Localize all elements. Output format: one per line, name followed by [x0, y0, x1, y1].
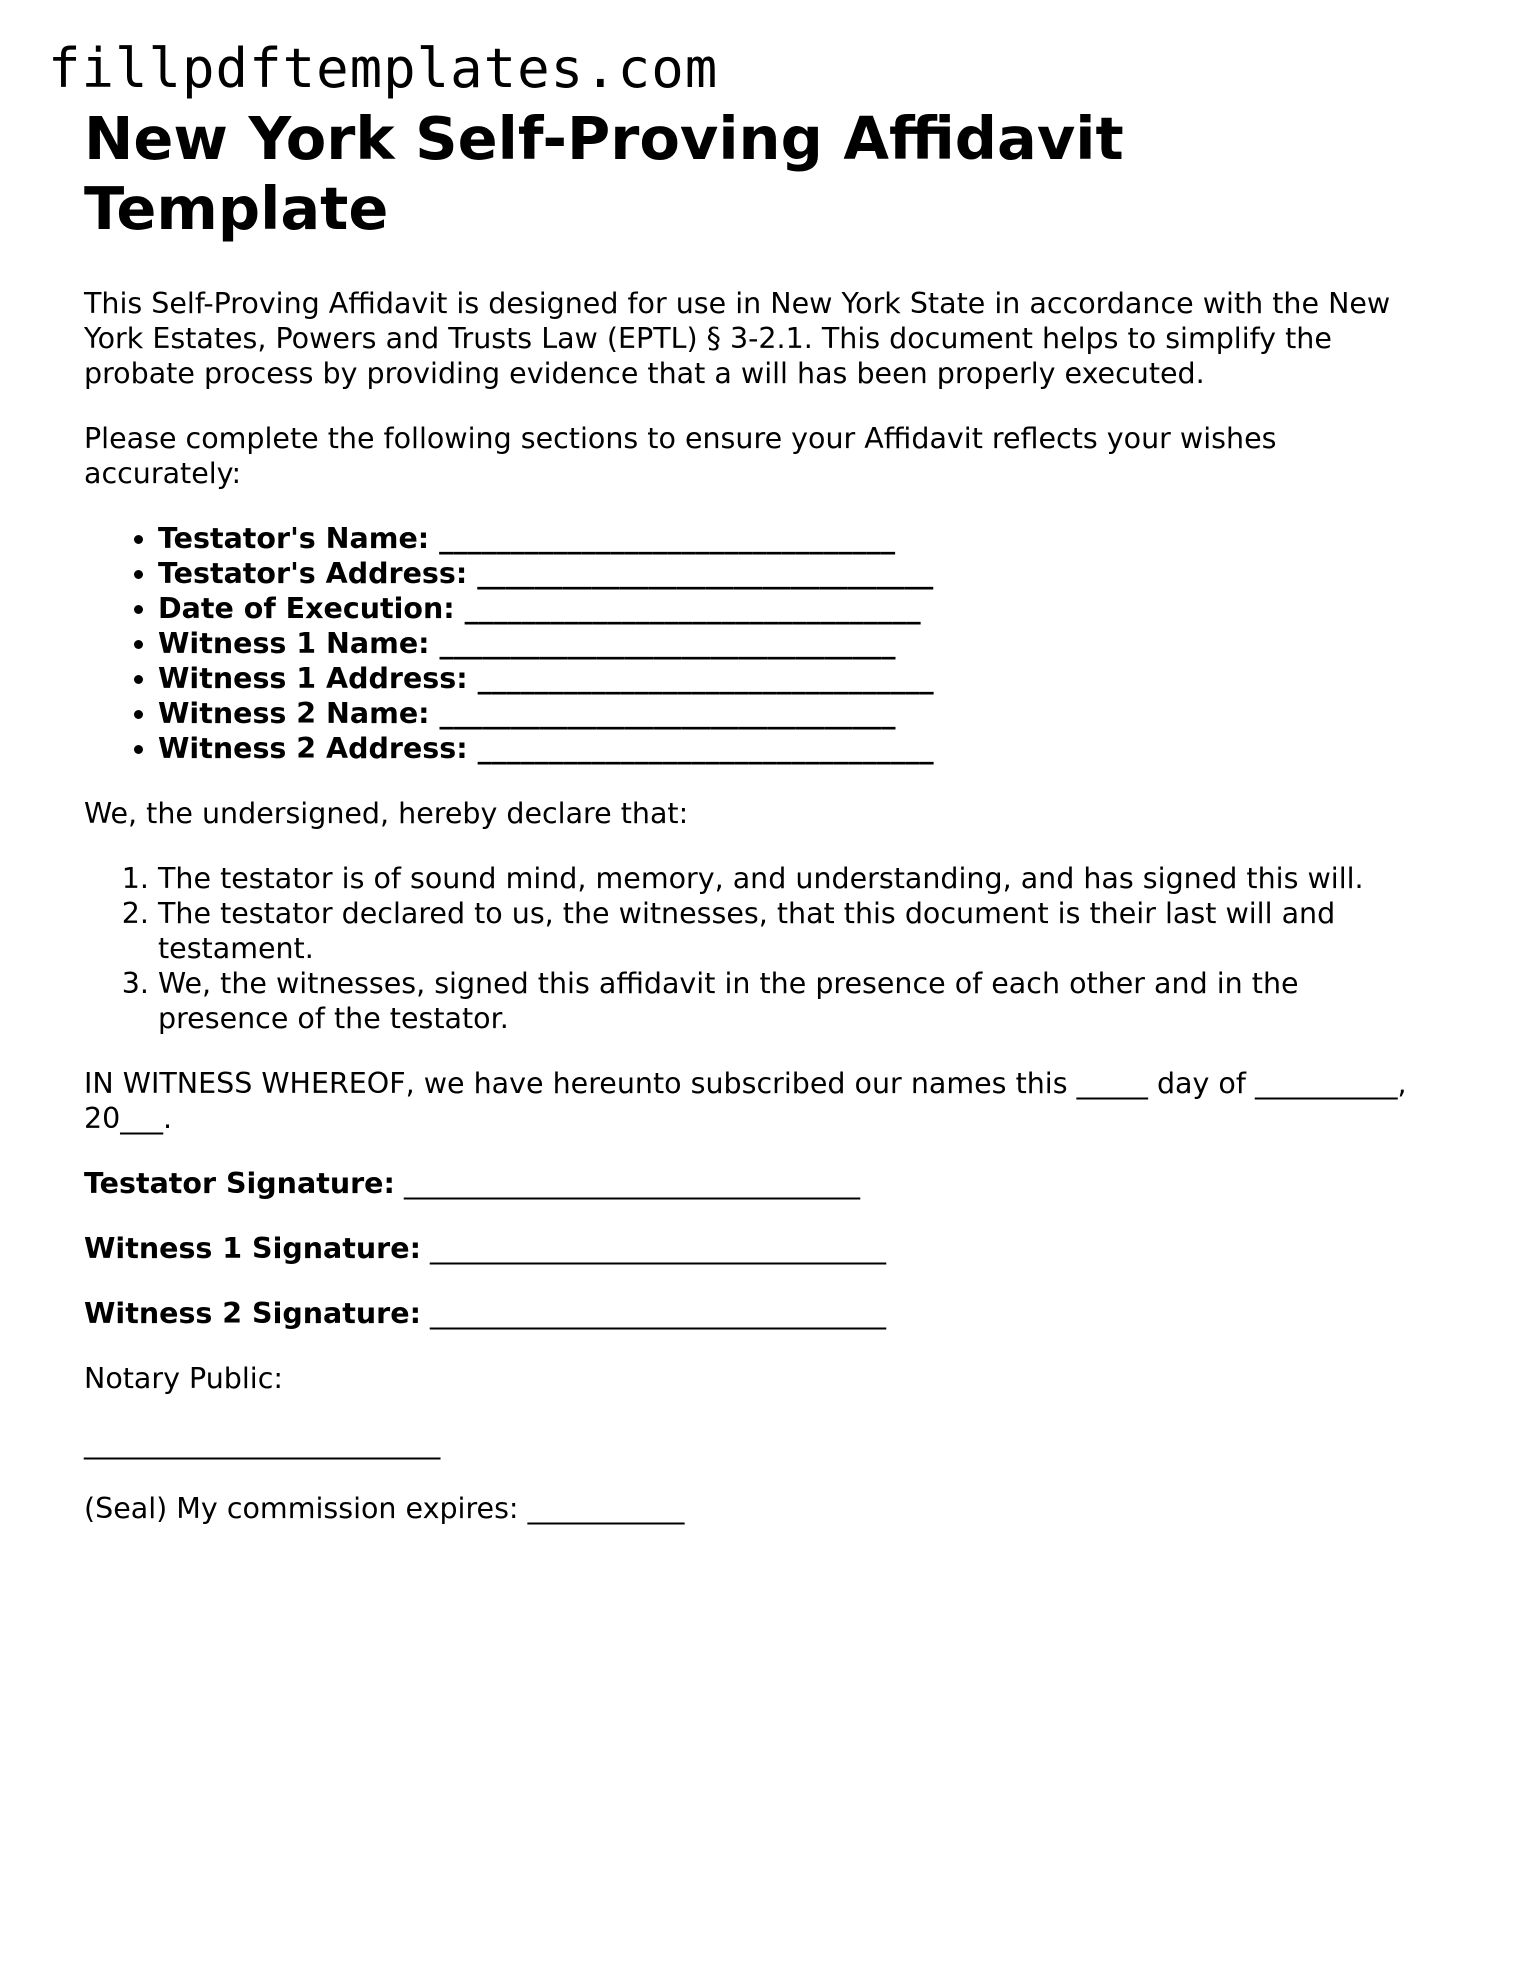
field-blank[interactable]: ________________________________ [439, 697, 896, 730]
field-witness-1-address [158, 661, 1424, 696]
declaration-item: 2. The testator declared to us, the witnesses, that this document is their last will and testament. [158, 896, 1424, 966]
field-blank[interactable]: ________________________________ [439, 522, 896, 555]
watermark: fillpdftemplates.com [48, 37, 719, 100]
field-blank[interactable]: ________________________________ [477, 732, 934, 765]
notary-label: Notary Public: [84, 1362, 283, 1395]
field-blank[interactable]: ________________________________ [439, 627, 896, 660]
witness-clause: IN WITNESS WHEREOF, we have hereunto subscribed our names this _____ day of __________, 20___. [84, 1067, 1407, 1135]
field-label: Testator's Address: [158, 557, 468, 590]
signature-blank[interactable]: ________________________________ [403, 1167, 860, 1200]
field-witness-1-name [158, 626, 1424, 661]
declaration-item: 3. We, the witnesses, signed this affidavit in the presence of each other and in the presence of the testator. [158, 966, 1424, 1036]
intro-paragraph: This Self-Proving Affidavit is designed for use in New York State in accordance with the New York Estates, Powers and Trusts Law (EPTL) § 3-2.1. This document helps to simplify the probate process by providing evidence that a will has been properly executed. [84, 287, 1391, 390]
field-label: Witness 2 Name: [158, 697, 430, 730]
field-witness-2-name [158, 696, 1424, 731]
field-blank[interactable]: ________________________________ [464, 592, 921, 625]
seal-commission-line: (Seal) My commission expires: ___________ [84, 1492, 685, 1525]
witness-1-signature-line [84, 1231, 1424, 1266]
signature-blank[interactable]: ________________________________ [430, 1297, 887, 1330]
fields-list [84, 521, 1424, 766]
signature-label: Testator Signature: [84, 1167, 395, 1200]
field-label: Testator's Name: [158, 522, 430, 555]
field-label: Witness 1 Name: [158, 627, 430, 660]
declaration-intro: We, the undersigned, hereby declare that: [84, 797, 689, 830]
signature-blank[interactable]: ________________________________ [430, 1232, 887, 1265]
page-title-text: New York Self-Proving Affidavit Template [84, 104, 1124, 243]
field-testator-address [158, 556, 1424, 591]
document-body [84, 104, 1424, 1526]
page-title [84, 104, 1424, 244]
signature-label: Witness 1 Signature: [84, 1232, 421, 1265]
field-label: Date of Execution: [158, 592, 455, 625]
field-blank[interactable]: ________________________________ [477, 662, 934, 695]
field-date-of-execution [158, 591, 1424, 626]
witness-2-signature-line [84, 1296, 1424, 1331]
field-blank[interactable]: ________________________________ [477, 557, 934, 590]
field-testator-name [158, 521, 1424, 556]
notary-signature-line[interactable]: _________________________ [84, 1427, 441, 1460]
testator-signature-line [84, 1166, 1424, 1201]
declarations-list [84, 861, 1424, 1036]
declaration-item: 1. The testator is of sound mind, memory, and understanding, and has signed this will. [158, 861, 1424, 896]
field-witness-2-address [158, 731, 1424, 766]
signature-label: Witness 2 Signature: [84, 1297, 421, 1330]
instructions-paragraph: Please complete the following sections to ensure your Affidavit reflects your wishes accurately: [84, 422, 1277, 490]
field-label: Witness 1 Address: [158, 662, 468, 695]
field-label: Witness 2 Address: [158, 732, 468, 765]
